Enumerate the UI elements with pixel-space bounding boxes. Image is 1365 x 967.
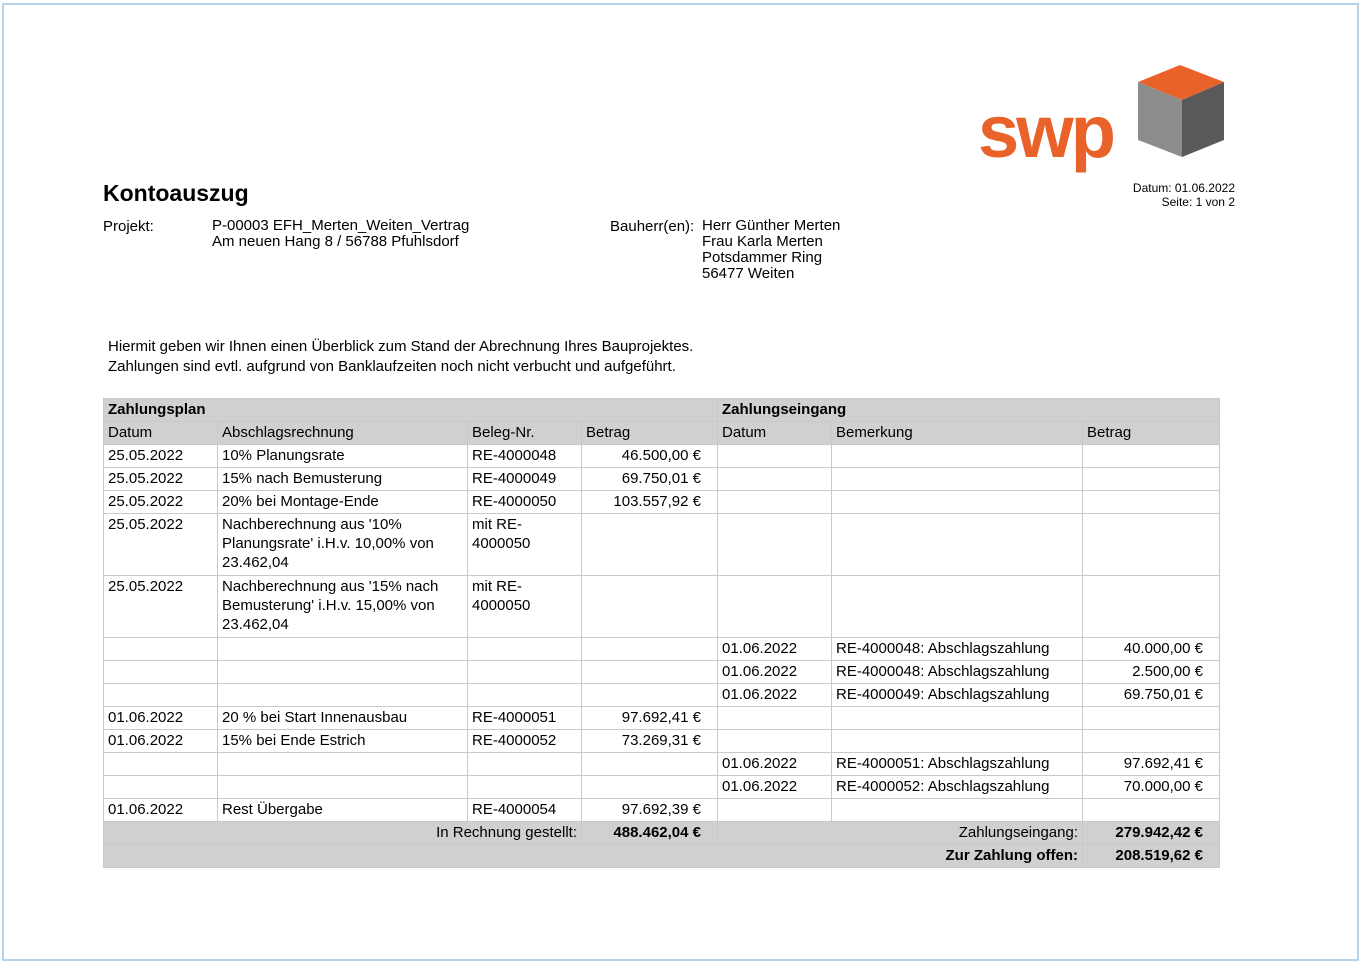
row-doc-no: RE-4000051 — [468, 707, 582, 730]
document-meta — [1133, 181, 1235, 209]
row-invoice: 20 % bei Start Innenausbau — [218, 707, 468, 730]
total-invoiced-value: 488.462,04 € — [582, 822, 718, 845]
row-amount: 73.269,31 € — [582, 730, 718, 753]
table-row — [104, 445, 1220, 468]
total-open-label: Zur Zahlung offen: — [104, 845, 1083, 868]
intro-text — [108, 337, 693, 377]
row-date — [104, 661, 218, 684]
row-in-date: 01.06.2022 — [718, 684, 832, 707]
row-in-amount — [1083, 707, 1220, 730]
row-amount: 97.692,39 € — [582, 799, 718, 822]
row-in-date — [718, 491, 832, 514]
row-invoice: 15% nach Bemusterung — [218, 468, 468, 491]
table-row — [104, 576, 1220, 638]
row-doc-no — [468, 684, 582, 707]
row-in-date — [718, 514, 832, 576]
row-date: 25.05.2022 — [104, 445, 218, 468]
row-remark — [832, 576, 1083, 638]
row-remark — [832, 468, 1083, 491]
row-amount — [582, 684, 718, 707]
column-header-row — [104, 422, 1220, 445]
total-invoiced-label: In Rechnung gestellt: — [104, 822, 582, 845]
document-page: Seite: 1 von 2 — [1161, 195, 1235, 209]
row-in-amount — [1083, 445, 1220, 468]
row-date: 25.05.2022 — [104, 468, 218, 491]
row-remark: RE-4000049: Abschlagszahlung — [832, 684, 1083, 707]
col-header-amount: Betrag — [582, 422, 718, 445]
row-in-date — [718, 730, 832, 753]
project-label: Projekt: — [103, 218, 154, 235]
row-in-date: 01.06.2022 — [718, 753, 832, 776]
intro-line-1: Hiermit geben wir Ihnen einen Überblick zum Stand der Abrechnung Ihres Bauprojektes. — [108, 338, 694, 355]
row-amount: 69.750,01 € — [582, 468, 718, 491]
row-invoice: 20% bei Montage-Ende — [218, 491, 468, 514]
project-name: P-00003 EFH_Merten_Weiten_Vertrag — [212, 217, 470, 234]
row-remark — [832, 445, 1083, 468]
swp-logo-graphic — [978, 62, 1228, 177]
table-row — [104, 753, 1220, 776]
table-row — [104, 514, 1220, 576]
row-invoice: Nachberechnung aus '10% Planungsrate' i.H.v. 10,00% von 23.462,04 — [218, 514, 468, 576]
row-invoice: 15% bei Ende Estrich — [218, 730, 468, 753]
row-doc-no — [468, 638, 582, 661]
row-doc-no: RE-4000054 — [468, 799, 582, 822]
row-in-amount — [1083, 514, 1220, 576]
table-row — [104, 491, 1220, 514]
total-open-value: 208.519,62 € — [1083, 845, 1220, 868]
section-zahlungseingang: Zahlungseingang — [718, 399, 1220, 422]
row-invoice: Rest Übergabe — [218, 799, 468, 822]
row-date: 01.06.2022 — [104, 707, 218, 730]
row-in-date: 01.06.2022 — [718, 638, 832, 661]
table-row — [104, 684, 1220, 707]
row-remark — [832, 799, 1083, 822]
row-remark — [832, 707, 1083, 730]
row-date: 01.06.2022 — [104, 799, 218, 822]
row-in-amount — [1083, 468, 1220, 491]
section-header-row — [104, 399, 1220, 422]
row-in-amount: 2.500,00 € — [1083, 661, 1220, 684]
account-statement-table — [103, 398, 1220, 868]
row-in-amount — [1083, 491, 1220, 514]
col-header-in-date: Datum — [718, 422, 832, 445]
row-doc-no — [468, 776, 582, 799]
row-in-amount — [1083, 730, 1220, 753]
row-amount: 103.557,92 € — [582, 491, 718, 514]
row-amount — [582, 753, 718, 776]
document-date: Datum: 01.06.2022 — [1132, 181, 1235, 195]
row-date: 25.05.2022 — [104, 491, 218, 514]
intro-line-2: Zahlungen sind evtl. aufgrund von Banklaufzeiten noch nicht verbucht und aufgeführt. — [108, 358, 676, 375]
row-in-date — [718, 707, 832, 730]
row-date — [104, 753, 218, 776]
col-header-date: Datum — [104, 422, 218, 445]
total-incoming-value: 279.942,42 € — [1083, 822, 1220, 845]
row-date: 25.05.2022 — [104, 576, 218, 638]
row-amount — [582, 638, 718, 661]
col-header-doc-no: Beleg-Nr. — [468, 422, 582, 445]
col-header-in-amount: Betrag — [1083, 422, 1220, 445]
row-remark: RE-4000048: Abschlagszahlung — [832, 661, 1083, 684]
row-invoice — [218, 684, 468, 707]
row-in-amount: 69.750,01 € — [1083, 684, 1220, 707]
table-row — [104, 776, 1220, 799]
row-date: 01.06.2022 — [104, 730, 218, 753]
table-row — [104, 468, 1220, 491]
row-date: 25.05.2022 — [104, 514, 218, 576]
client-city: 56477 Weiten — [702, 265, 795, 282]
row-amount: 97.692,41 € — [582, 707, 718, 730]
row-doc-no: RE-4000048 — [468, 445, 582, 468]
client-street: Potsdammer Ring — [702, 249, 823, 266]
section-zahlungsplan: Zahlungsplan — [104, 399, 718, 422]
row-invoice: Nachberechnung aus '15% nach Bemusterung' i.H.v. 15,00% von 23.462,04 — [218, 576, 468, 638]
table-row — [104, 799, 1220, 822]
row-in-amount: 70.000,00 € — [1083, 776, 1220, 799]
row-remark — [832, 491, 1083, 514]
row-in-date — [718, 576, 832, 638]
row-invoice — [218, 638, 468, 661]
col-header-remark: Bemerkung — [832, 422, 1083, 445]
row-invoice — [218, 753, 468, 776]
total-incoming-label: Zahlungseingang: — [718, 822, 1083, 845]
totals-row-open — [104, 845, 1220, 868]
row-remark: RE-4000048: Abschlagszahlung — [832, 638, 1083, 661]
row-doc-no: RE-4000049 — [468, 468, 582, 491]
row-doc-no — [468, 661, 582, 684]
row-amount: 46.500,00 € — [582, 445, 718, 468]
row-in-date — [718, 799, 832, 822]
row-remark: RE-4000051: Abschlagszahlung — [832, 753, 1083, 776]
project-info — [212, 218, 469, 250]
row-in-date: 01.06.2022 — [718, 661, 832, 684]
table-row — [104, 707, 1220, 730]
row-remark — [832, 730, 1083, 753]
project-address: Am neuen Hang 8 / 56788 Pfuhlsdorf — [212, 233, 459, 250]
row-in-amount: 40.000,00 € — [1083, 638, 1220, 661]
table-row — [104, 638, 1220, 661]
row-doc-no — [468, 753, 582, 776]
row-in-amount — [1083, 576, 1220, 638]
totals-row-invoiced — [104, 822, 1220, 845]
row-amount — [582, 776, 718, 799]
document-title: Kontoauszug — [103, 180, 249, 206]
client-name-1: Herr Günther Merten — [702, 217, 841, 234]
row-invoice: 10% Planungsrate — [218, 445, 468, 468]
row-doc-no: mit RE-4000050 — [468, 514, 582, 576]
row-invoice — [218, 776, 468, 799]
row-date — [104, 638, 218, 661]
row-invoice — [218, 661, 468, 684]
client-info — [702, 218, 840, 282]
client-name-2: Frau Karla Merten — [702, 233, 823, 250]
company-logo — [978, 62, 1228, 177]
row-in-date — [718, 468, 832, 491]
row-date — [104, 776, 218, 799]
client-label: Bauherr(en): — [610, 218, 695, 235]
row-in-date: 01.06.2022 — [718, 776, 832, 799]
row-amount — [582, 514, 718, 576]
row-date — [104, 684, 218, 707]
row-in-amount: 97.692,41 € — [1083, 753, 1220, 776]
row-remark — [832, 514, 1083, 576]
table-row — [104, 661, 1220, 684]
row-doc-no: mit RE-4000050 — [468, 576, 582, 638]
row-in-amount — [1083, 799, 1220, 822]
row-doc-no: RE-4000052 — [468, 730, 582, 753]
row-doc-no: RE-4000050 — [468, 491, 582, 514]
row-remark: RE-4000052: Abschlagszahlung — [832, 776, 1083, 799]
row-amount — [582, 576, 718, 638]
row-amount — [582, 661, 718, 684]
row-in-date — [718, 445, 832, 468]
logo-text: swp — [978, 90, 1113, 173]
table-row — [104, 730, 1220, 753]
col-header-invoice: Abschlagsrechnung — [218, 422, 468, 445]
